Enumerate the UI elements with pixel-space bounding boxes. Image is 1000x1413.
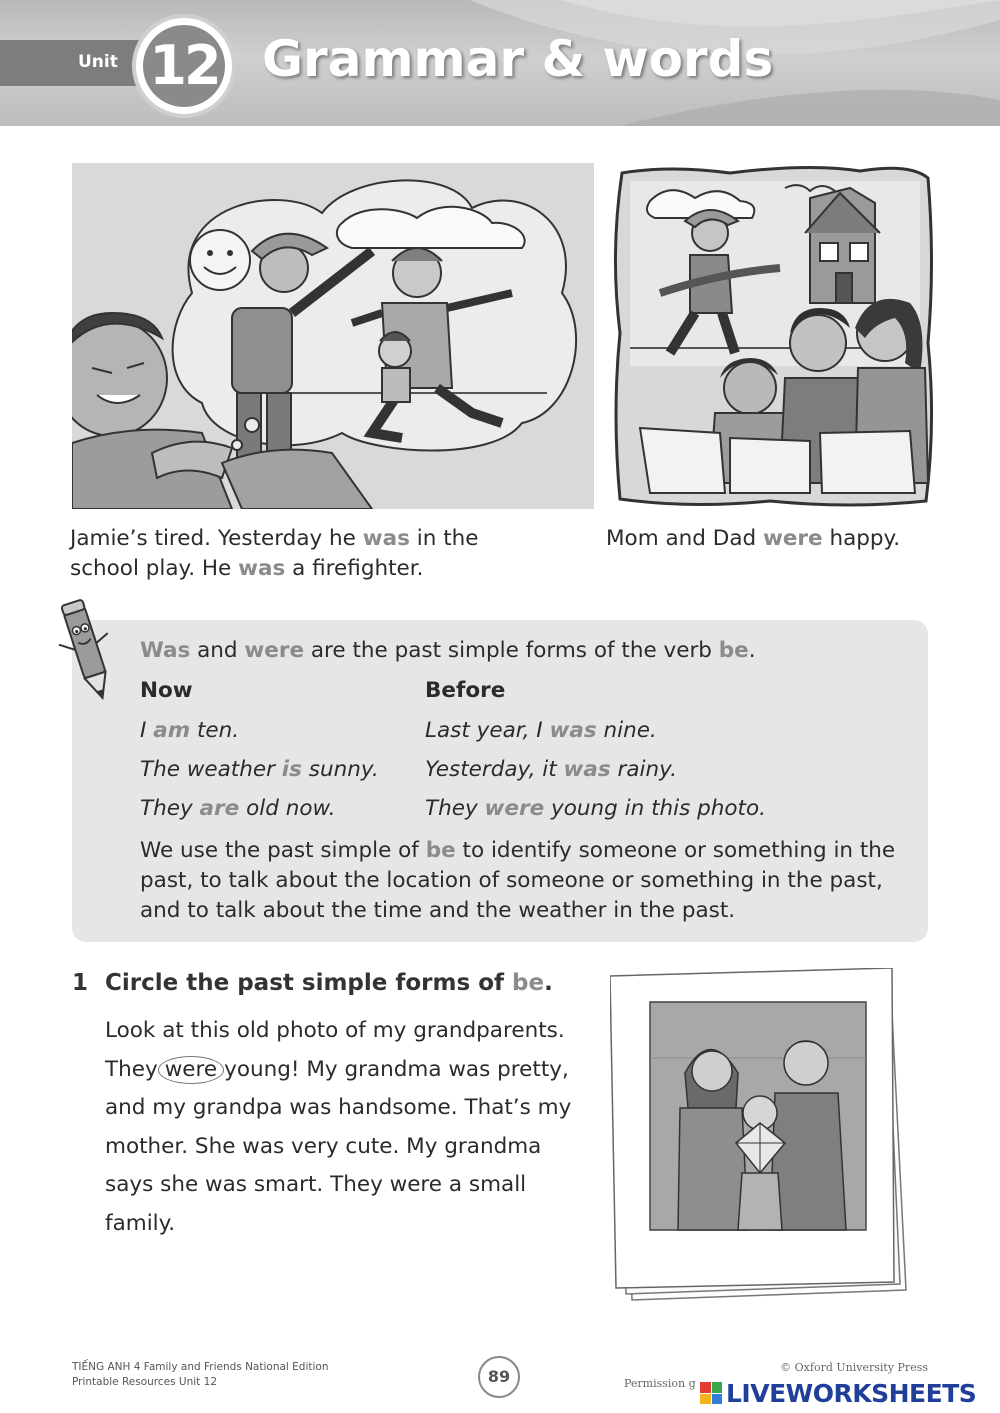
text-segment: mother. She was very cute. My grandma <box>105 1133 542 1159</box>
illustration-jamie-dream <box>72 163 594 509</box>
passage-line <box>105 1012 605 1051</box>
text-segment: young in this photo. <box>544 796 766 821</box>
passage-line <box>105 1089 605 1128</box>
circled-answer[interactable]: were <box>158 1056 224 1084</box>
column-header-now: Now <box>140 678 193 703</box>
text-segment: They <box>105 1056 158 1082</box>
highlighted-verb: be <box>425 838 456 863</box>
text-segment: They <box>425 796 485 821</box>
text-segment: old now. <box>239 796 336 821</box>
text-segment: The weather <box>140 757 282 782</box>
text-segment: to identify someone or something in the past, to talk about the location of someone or something in the past, and to talk about the time and the weather in the past. <box>140 838 896 923</box>
text-segment: . <box>544 970 553 996</box>
passage-line <box>105 1205 605 1244</box>
text-segment: and my grandpa was handsome. That’s my <box>105 1095 572 1120</box>
text-segment: They <box>140 796 200 821</box>
text-segment: Mom and Dad <box>606 526 763 551</box>
footer-book-title: TIẾNG ANH 4 Family and Friends National Edition <box>72 1361 329 1373</box>
highlighted-verb: was <box>549 718 597 743</box>
exercise-passage[interactable] <box>105 1012 605 1243</box>
exercise-instruction <box>105 970 553 996</box>
text-segment: Circle the past simple forms of <box>105 970 513 996</box>
text-segment: Yesterday, it <box>425 757 564 782</box>
text-segment: are the past simple forms of the verb <box>304 638 719 663</box>
footer-copyright: © Oxford University Press <box>780 1361 928 1374</box>
footer-permission: Permission g <box>624 1377 696 1390</box>
grammar-usage-note <box>140 836 920 926</box>
grammar-intro <box>140 638 756 663</box>
highlighted-verb: be <box>718 638 749 663</box>
highlighted-verb: was <box>362 526 410 551</box>
text-segment: sunny. <box>301 757 379 782</box>
pencil-mascot-icon <box>56 596 120 704</box>
text-segment: Jamie’s tired. Yesterday he <box>70 526 363 551</box>
text-segment: Last year, I <box>425 718 550 743</box>
text-segment: ten. <box>190 718 240 743</box>
example-now-3 <box>140 796 336 821</box>
passage-line <box>105 1166 605 1205</box>
highlighted-verb: was <box>563 757 611 782</box>
text-segment: I <box>140 718 154 743</box>
page-title: Grammar & words <box>262 30 774 88</box>
example-now-1 <box>140 718 239 743</box>
passage-line <box>105 1051 605 1090</box>
text-segment: We use the past simple of <box>140 838 426 863</box>
liveworksheets-watermark[interactable] <box>700 1376 976 1410</box>
highlighted-verb: were <box>484 796 545 821</box>
example-before-1 <box>425 718 657 743</box>
text-segment: . <box>748 638 756 663</box>
exercise-number: 1 <box>72 970 89 996</box>
highlighted-verb: am <box>153 718 191 743</box>
text-segment: says she was smart. They were a small <box>105 1172 527 1197</box>
text-segment: young! My grandma was pretty, <box>224 1056 569 1082</box>
example-before-3 <box>425 796 766 821</box>
column-header-before: Before <box>425 678 506 703</box>
highlighted-verb: Was <box>140 638 191 663</box>
highlighted-verb: was <box>238 556 286 581</box>
highlighted-verb: were <box>244 638 305 663</box>
passage-line <box>105 1128 605 1167</box>
caption-mom-dad <box>606 524 936 554</box>
example-before-2 <box>425 757 677 782</box>
illustration-mom-dad-audience <box>610 163 935 509</box>
family-photo <box>610 968 910 1304</box>
footer-book-info <box>72 1360 329 1390</box>
highlighted-verb: were <box>762 526 823 551</box>
footer-resource-label: Printable Resources Unit 12 <box>72 1376 218 1388</box>
page-number: 89 <box>478 1356 520 1398</box>
highlighted-verb: are <box>199 796 240 821</box>
text-segment: rainy. <box>610 757 677 782</box>
text-segment: happy. <box>822 526 901 551</box>
text-segment: a firefighter. <box>285 556 424 581</box>
text-segment: in the <box>409 526 479 551</box>
text-segment: nine. <box>596 718 657 743</box>
text-segment: family. <box>105 1210 176 1236</box>
liveworksheets-logo-icon <box>700 1382 722 1404</box>
caption-jamie <box>70 524 590 584</box>
liveworksheets-wordmark: LIVEWORKSHEETS <box>726 1378 977 1408</box>
highlighted-verb: be <box>512 970 545 996</box>
unit-label: Unit <box>78 52 118 72</box>
text-segment: school play. He <box>70 556 239 581</box>
example-now-2 <box>140 757 379 782</box>
text-segment: and <box>190 638 245 663</box>
highlighted-verb: is <box>281 757 302 782</box>
unit-number: 12 <box>143 25 225 107</box>
text-segment: Look at this old photo of my grandparents. <box>105 1018 565 1043</box>
